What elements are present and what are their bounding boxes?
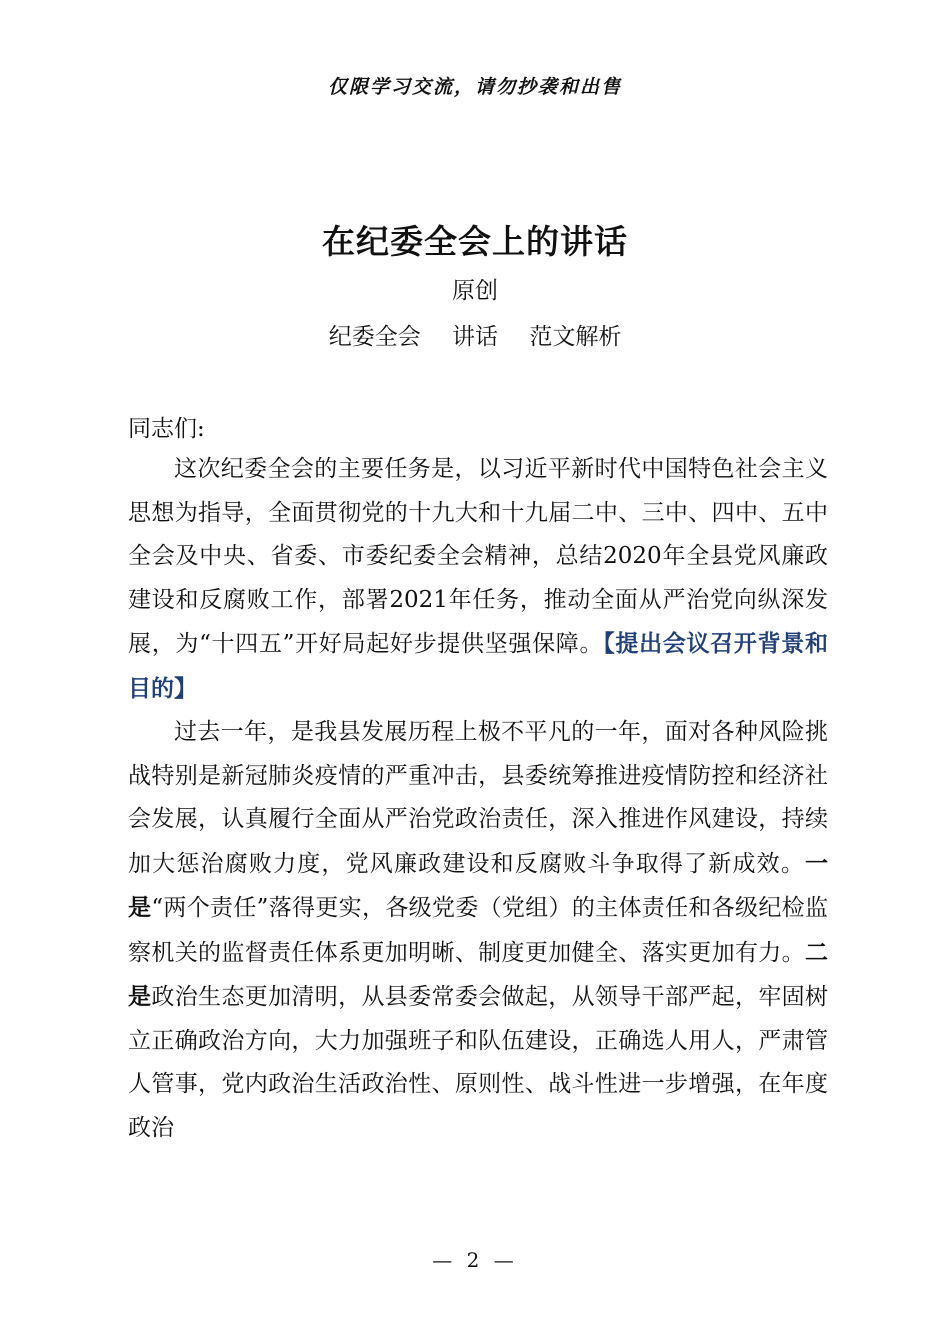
- salutation: 同志们:: [128, 416, 205, 442]
- paragraph: [128, 448, 828, 711]
- tag: 范文解析: [529, 324, 622, 350]
- paragraph-text: “两个责任”落得更实，各级党委（党组）的主体责任和各级纪检监察机关的监督责任体系更加明晰、制度更加健全、落实更加有力。: [128, 895, 828, 966]
- editor-note: 【提出会议召开背景和目的】: [128, 630, 828, 702]
- header-note: 仅限学习交流，请勿抄袭和出售: [327, 76, 622, 98]
- tag: 纪委全会: [328, 324, 421, 350]
- tag-line: [0, 318, 950, 351]
- page-number: — 2 —: [432, 1248, 518, 1272]
- body-text: [128, 448, 828, 1150]
- paragraph-text: 政治生态更加清明，从县委常委会做起，从领导干部严起，牢固树立正确政治方向，大力加强班子和队伍建设，正确选人用人，严肃管人管事，党内政治生活政治性、原则性、战斗性进一步增强，在年度政治: [128, 984, 829, 1141]
- point-lead: 二是: [128, 938, 828, 1010]
- tag: 讲话: [452, 324, 498, 350]
- document-title: 在纪委全会上的讲话: [322, 222, 628, 261]
- paragraph-text: 这次纪委全会的主要任务是，以习近平新时代中国特色社会主义思想为指导，全面贯彻党的十九大和十九届二中、三中、四中、五中全会及中央、省委、市委纪委全会精神，总结2020年全县党风廉政建设和反腐败工作，部署2021年任务，推动全面从严治党向纵深发展，为“十四五”开好局起好步提供坚强保障。: [128, 456, 828, 657]
- paragraph-text: 过去一年，是我县发展历程上极不平凡的一年，面对各种风险挑战特别是新冠肺炎疫情的严重冲击，县委统筹推进疫情防控和经济社会发展，认真履行全面从严治党政治责任，深入推进作风建设，持续加大惩治腐败力度，党风廉政建设和反腐败斗争取得了新成效。: [128, 719, 828, 877]
- subtitle: 原创: [452, 278, 498, 304]
- point-lead: 一是: [128, 849, 828, 921]
- paragraph: [128, 711, 828, 1150]
